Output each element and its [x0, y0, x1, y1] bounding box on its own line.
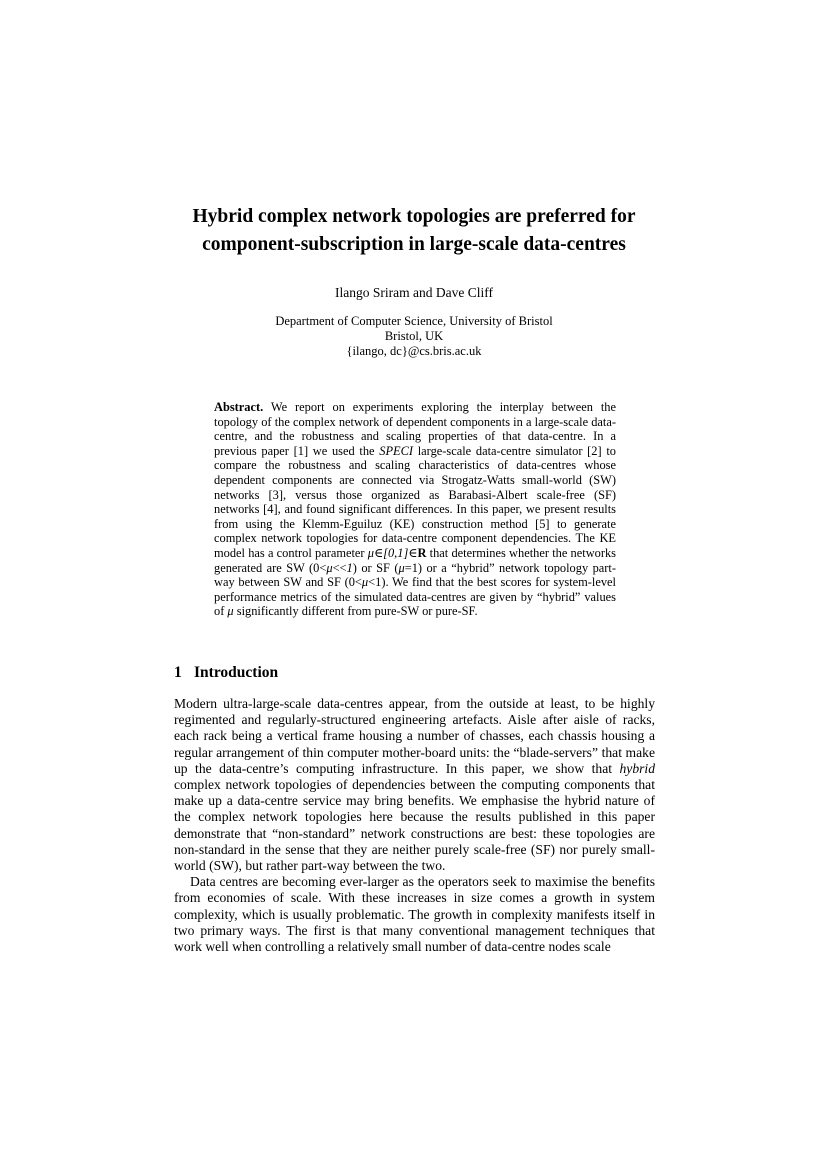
abstract-mu-1: μ: [326, 560, 333, 575]
affiliation: [0, 314, 828, 359]
abstract-text-3: that determines whether the networks generated are SW (0<: [214, 545, 616, 575]
abstract-text-6: <1). We find that the best scores for system-level performance metrics of the simulated data-centres are given by “hybrid” values of: [214, 575, 616, 619]
intro-text-1a: Modern ultra-large-scale data-centres appear, from the outside at least, to be highly regimented and regularly-structured engineering artefacts. Aisle after aisle of racks, each rack being a vertical frame housing a number of chasses, each chassis housing a regular arrangement of thin computer mother-board units: the “blade-servers” that make up the data-centre’s computing infrastructure. In this paper, we show that: [174, 696, 655, 776]
affiliation-location: Bristol, UK: [384, 329, 444, 343]
paper-title: [0, 203, 828, 259]
section-heading: [174, 663, 278, 683]
section-number: 1: [174, 664, 182, 681]
affiliation-department: Department of Computer Science, University of Bristol: [275, 314, 553, 328]
affiliation-email: {ilango, dc}@cs.bris.ac.uk: [346, 344, 482, 358]
abstract-text-1: We report on experiments exploring the interplay between the topology of the complex network of dependent components in a large-scale data-centre, and the robustness and scaling properties of that data-centre. In a previous paper [1] we used the: [214, 400, 616, 458]
introduction-body: [174, 696, 655, 955]
intro-paragraph-2: Data centres are becoming ever-larger as the operators seek to maximise the benefits from economies of scale. With these increases in size comes a growth in system complexity, which is usually problematic. The growth in complexity manifests itself in two primary ways. The first is that many conventional management techniques that work well when controlling a relatively small number of data-centre nodes scale: [174, 874, 655, 955]
abstract-mu-3: μ: [361, 575, 369, 590]
abstract-one: 1: [346, 560, 353, 575]
abstract-text-3b: <<: [332, 560, 347, 575]
abstract-text-2: large-scale data-centre simulator [2] to compare the robustness and scaling characteristics of data-centres whose dependent components are connected via Strogatz-Watts small-world (SW) networks [3], versus those organized as Barabasi-Albert scale-free (SF) networks [4], and found significant differences. In this paper, we present results from using the Klemm-Eguiluz (KE) construction method [5] to generate complex network topologies for data-centre component dependencies. The KE model has a control parameter: [214, 443, 616, 560]
authors: Ilango Sriram and Dave Cliff: [335, 285, 493, 300]
abstract-text-5: =1) or a “hybrid” network topology part-way between SW and SF (0<: [214, 560, 616, 590]
section-title: Introduction: [194, 664, 279, 681]
abstract-label: Abstract.: [214, 400, 264, 414]
intro-text-1b: complex network topologies of dependencies between the computing components that make up a data-centre service may bring benefits. We emphasise the hybrid nature of the complex network topologies here because the results published in this paper demonstrate that “non-standard” network constructions are best: these topologies are non-standard in the sense that they are neither purely scale-free (SF) nor purely small-world (SW), but rather part-way between the two.: [174, 777, 655, 874]
title-line-1: Hybrid complex network topologies are preferred for: [192, 206, 636, 227]
title-line-2: component-subscription in large-scale data-centres: [202, 234, 626, 255]
abstract-text-4: ) or SF (: [352, 560, 399, 575]
intro-paragraph-1: [174, 696, 655, 874]
abstract-mu-2: μ: [398, 560, 405, 575]
intro-hybrid: hybrid: [619, 760, 655, 776]
abstract-mu-4: μ: [227, 604, 234, 619]
abstract-speci: SPECI: [379, 443, 414, 458]
abstract-mu-range: μ∈[0,1]∈: [367, 545, 418, 560]
abstract-reals: R: [417, 545, 427, 560]
abstract-text-7: significantly different from pure-SW or pure-SF.: [233, 604, 478, 619]
abstract: [214, 400, 616, 619]
